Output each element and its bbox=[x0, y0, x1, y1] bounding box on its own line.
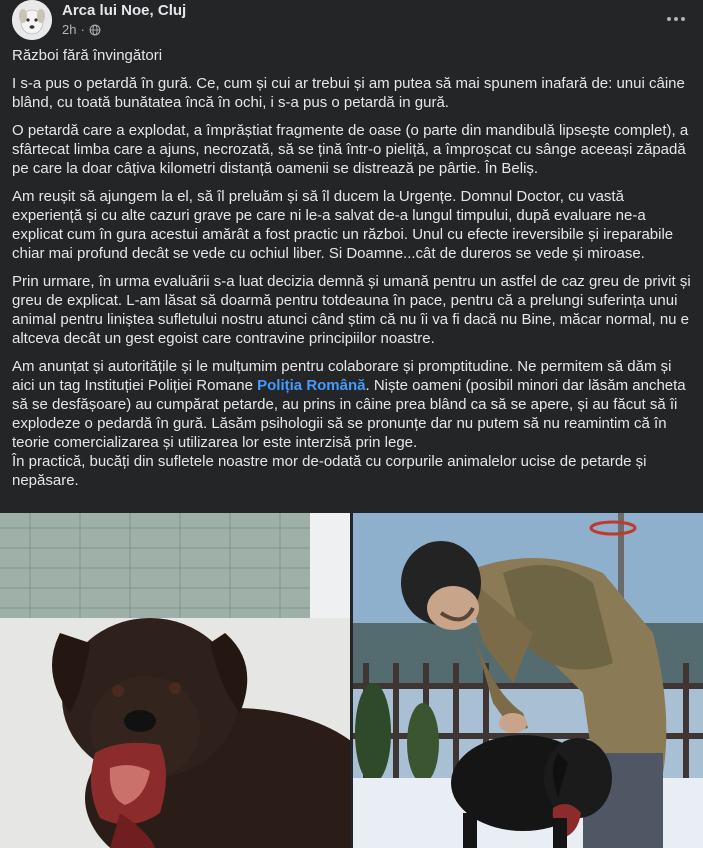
post-title: Război fără învingători bbox=[12, 47, 163, 64]
globe-icon bbox=[89, 24, 101, 36]
man-with-dog-image bbox=[353, 513, 703, 848]
paragraph-3: Am reușit să ajungem la el, să îl preluăm și să îl ducem la Urgențe. Domnul Doctor, cu vastă experiență și cu alte cazuri grave pe care ni le-a salvat de-a lungul timpului, după evaluare ne-a explicat cum în gura acestui amărât a fost practic un război. Unul cu efecte ireversibile și ireparabile chiar mai profund decât se vede cu ochiul liber. Si Doamne...cât de dureros se vede și miroase. bbox=[12, 188, 674, 262]
politia-romana-tag-link[interactable]: Poliția Română bbox=[257, 377, 366, 394]
injured-dog-image bbox=[0, 513, 350, 848]
photo-injured-dog[interactable] bbox=[0, 513, 350, 848]
post-meta bbox=[62, 22, 101, 37]
page-name[interactable]: Arca lui Noe, Cluj bbox=[62, 2, 187, 19]
post-body bbox=[12, 46, 692, 499]
dog-avatar-icon bbox=[12, 0, 52, 40]
paragraph-5 bbox=[12, 357, 692, 452]
meta-separator: · bbox=[80, 22, 85, 37]
page-avatar[interactable] bbox=[12, 0, 52, 40]
paragraph-5-last-line: În practică, bucăți din sufletele noastre mor de-odată cu corpurile animalelor ucise de petarde și nepăsare. bbox=[12, 453, 647, 489]
post-time[interactable]: 2h bbox=[62, 22, 77, 37]
more-horizontal-icon bbox=[667, 17, 671, 21]
paragraph-1: I s-a pus o petardă în gură. Ce, cum și cui ar trebui și am putea să mai spunem inafară de: unui câine blând, cu toată bunătatea încă în ochi, i s-a pus o petardă in gură. bbox=[12, 75, 685, 111]
post-header bbox=[12, 0, 691, 40]
paragraph-4: Prin urmare, în urma evaluării s-a luat decizia demnă și umană pentru un astfel de caz greu de privit și greu de explicat. L-am lăsat să doarmă pentru totdeauna în pace, pentru că a prelungi suferința unui animal pentru liniștea sufletului nostru atunci când știm că nu îi va fi dacă nu Bine, măcar normal, nu e altceva decât un gest egoist care contravine principiilor noastre. bbox=[12, 273, 691, 347]
paragraph-5-text-a: Am anunțat și autoritățile și le mulțumim pentru colaborare și promptitudine. Ne permitem să dăm și aici un tag Instituției Poliției Romane bbox=[12, 358, 672, 394]
paragraph-2: O petardă care a explodat, a împrăștiat fragmente de oase (o parte din mandibulă lipsește complet), a sfârtecat limba care a ajuns, necrozată, să se țină într-o pieliță, a împroșcat cu sânge aceeași zăpadă pe care la doar câțiva kilometri distanță oamenii se distrează pe pârtie. În Beliș. bbox=[12, 122, 689, 177]
photo-man-with-dog[interactable] bbox=[353, 513, 703, 848]
paragraph-5-text-b: . Niște oameni (posibil minori dar lăsăm ancheta să se desfășoare) au cumpărat petarde, au prins in câine prea blând ca să se apere, și au făcut să îi explodeze o pedardă în gură. Lăsăm psihologii să se pronunțe dar nu putem să nu reamintim că în teorie comercializarea și utilizarea lor este interzisă prin lege. bbox=[12, 377, 686, 451]
more-options-button[interactable] bbox=[661, 4, 691, 34]
